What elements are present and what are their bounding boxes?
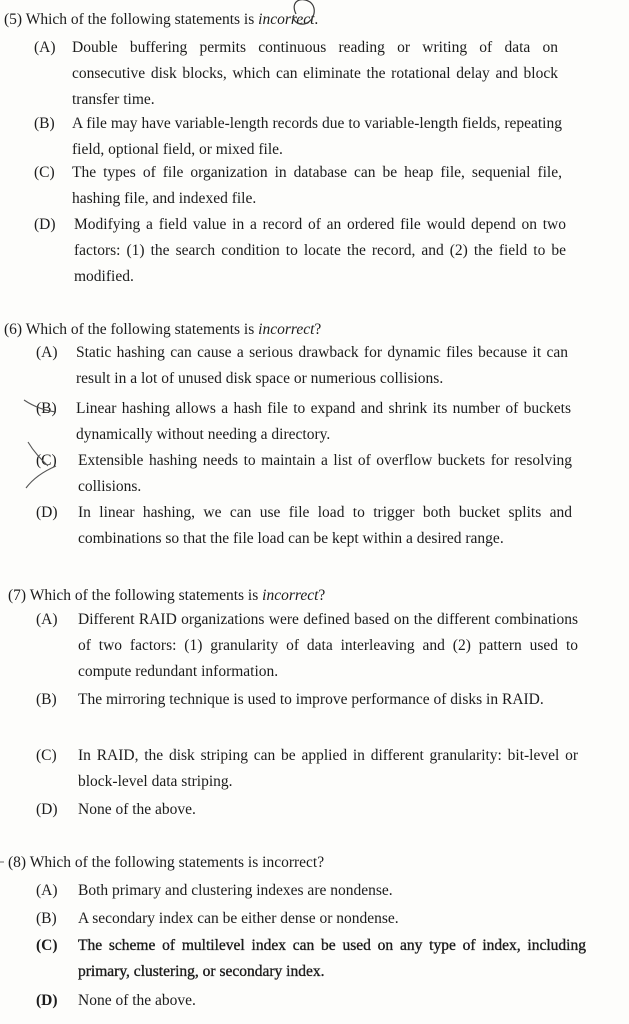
option-text: None of the above. — [78, 801, 196, 818]
stem-text: Which of the following statements is — [25, 11, 259, 28]
option-letter: (B) — [36, 400, 57, 417]
stem-text: Which of the following statements is incorrect? — [29, 854, 325, 871]
stem-text: Which of the following statements is — [25, 321, 259, 338]
option-text: A file may have variable-length records due to variable-length fields, repeating field, optional field, or mixed file. — [72, 115, 562, 158]
question-stem — [8, 586, 325, 606]
stem-emphasis: incorrect — [262, 587, 319, 604]
option-text: Static hashing can cause a serious drawback for dynamic files because it can result in a lot of unused disk space or numerious collisions. — [76, 344, 568, 387]
option-letter: (A) — [36, 611, 58, 628]
stem-end: ? — [318, 587, 326, 604]
question-number: (8) — [8, 854, 27, 871]
option-letter: (D) — [36, 801, 58, 818]
option-letter: (A) — [36, 344, 58, 361]
option-text: In RAID, the disk striping can be applied in different granularity: bit-level or block-level data striping. — [78, 747, 578, 790]
option-letter: (D) — [34, 216, 56, 233]
option-letter: (C) — [36, 937, 58, 954]
stem-end: ? — [314, 321, 322, 338]
option-letter: (B) — [36, 910, 57, 927]
option-text: In linear hashing, we can use file load to trigger both bucket splits and combinations so that the file load can be kept within a desired range. — [78, 504, 572, 547]
option-letter: (D) — [36, 504, 58, 521]
option-letter: (C) — [36, 452, 57, 469]
option-text: A secondary index can be either dense or nondense. — [78, 910, 399, 927]
question-number: (6) — [4, 321, 23, 338]
option-letter: (A) — [34, 39, 56, 56]
option-text: Both primary and clustering indexes are nondense. — [78, 882, 393, 899]
option-text: Modifying a field value in a record of an ordered file would depend on two factors: (1) the search condition to locate the record, and (2) the field to be modified. — [74, 216, 566, 285]
option-text: Double buffering permits continuous reading or writing of data on consecutive disk blocks, which can eliminate the rotational delay and block transfer time. — [72, 39, 558, 108]
question-number: (5) — [4, 11, 23, 28]
option-text: The mirroring technique is used to improve performance of disks in RAID. — [78, 691, 544, 708]
option-letter: (C) — [34, 164, 55, 181]
stem-emphasis: incorrect — [258, 11, 315, 28]
stem-text: Which of the following statements is — [29, 587, 263, 604]
option-text: Different RAID organizations were defined based on the different combinations of two factors: (1) granularity of data interleaving and (2) pattern used to compute redundant information. — [78, 611, 578, 680]
option-text: The scheme of multilevel index can be used on any type of index, including primary, clustering, or secondary index. — [78, 937, 586, 980]
option-letter: (B) — [36, 691, 57, 708]
option-text: None of the above. — [78, 992, 196, 1009]
question-stem — [4, 10, 318, 30]
option-letter: (A) — [36, 882, 58, 899]
option-letter: (D) — [36, 992, 58, 1009]
option-text: Linear hashing allows a hash file to expand and shrink its number of buckets dynamically without needing a directory. — [76, 400, 571, 443]
option-letter: (B) — [34, 115, 55, 132]
stem-emphasis: incorrect — [258, 321, 315, 338]
option-letter: (C) — [36, 747, 57, 764]
question-stem — [4, 320, 321, 340]
question-number: (7) — [8, 587, 27, 604]
option-text: Extensible hashing needs to maintain a list of overflow buckets for resolving collisions. — [78, 452, 572, 495]
stem-end: . — [314, 11, 319, 28]
option-text: The types of file organization in database can be heap file, sequenial file, hashing file, and indexed file. — [72, 164, 562, 207]
question-stem — [8, 853, 324, 873]
